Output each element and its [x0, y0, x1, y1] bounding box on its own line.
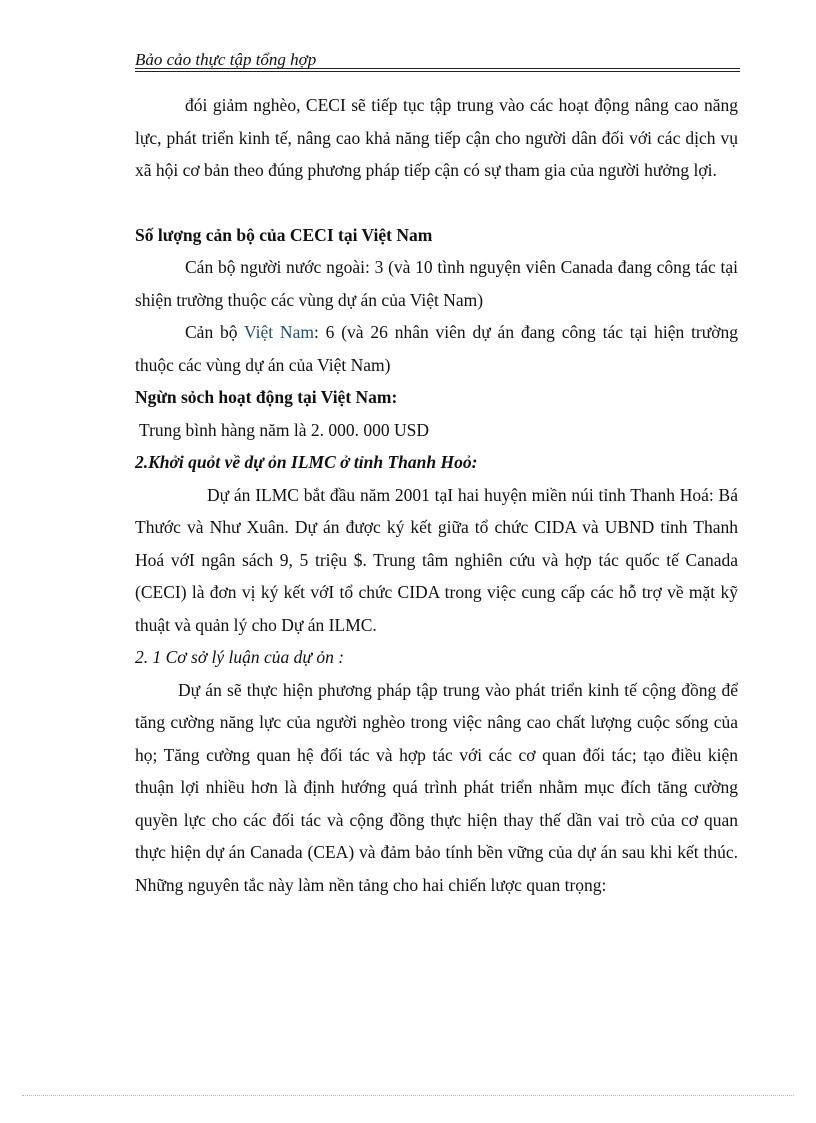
- paragraph-basis: Dự án sẽ thực hiện phương pháp tập trung vào phát triển kinh tế cộng đồng để tăng cường năng lực của người nghèo trong việc nâng cao chất lượng cuộc sống của họ; Tăng cường quan hệ đối tác và hợp tác với các cơ quan đối tác; tạo điều kiện thuận lợi nhiều hơn là định hướng quá trình phát triển nhằm mục đích tăng cường quyền lực cho các đối tác và cộng đồng thực hiện thay thế dần vai trò của cơ quan thực hiện dự án Canada (CEA) và đảm bảo tính bền vững của dự án sau khi kết thúc. Những nguyên tắc này làm nền tảng cho hai chiến lược quan trọng:: [135, 679, 738, 895]
- header-rule-bottom: [135, 71, 740, 72]
- heading-section-2-1: 2. 1 Cơ sở lý luận của dự ỏn :: [135, 647, 345, 667]
- paragraph-ilmc: Dự án ILMC bắt đầu năm 2001 tạI hai huyện miền núi tỉnh Thanh Hoá: Bá Thước và Như Xuân. Dự án được ký kết giữa tổ chức CIDA và UBND tỉnh Thanh Hoá vớI ngân sách 9, 5 triệu $. Trung tâm nghiên cứu và hợp tác quốc tế Canada (CECI) là đơn vị ký kết vớI tổ chức CIDA trong việc cung cấp các hỗ trợ về mặt kỹ thuật và quản lý cho Dự án ILMC.: [135, 484, 738, 635]
- budget-text: Trung bình hàng năm là 2. 000. 000 USD: [139, 419, 430, 440]
- paragraph-vietnam-staff: [135, 316, 738, 381]
- page-header: [135, 50, 740, 70]
- heading-budget: Ngừn sỏch hoạt động tại Việt Nam:: [135, 387, 398, 407]
- vietnam-link[interactable]: Việt Nam: [244, 322, 314, 342]
- spacer: [135, 187, 738, 219]
- heading-staff: Số lượng cản bộ của CECI tại Việt Nam: [135, 224, 433, 245]
- header-rule-top: [135, 68, 740, 69]
- paragraph-poverty: đói giảm nghèo, CECI sẽ tiếp tục tập trung vào các hoạt động nâng cao năng lực, phát triển kinh tế, nâng cao khả năng tiếp cận cho người dân đối với các dịch vụ xã hội cơ bản theo đúng phương pháp tiếp cận có sự tham gia của người hưởng lợi.: [135, 95, 738, 180]
- vietnam-staff-prefix: Cản bộ: [185, 322, 245, 342]
- vietnam-staff-rest: : 6 (và 26 nhân viên dự án đang công tác tại hiện trường thuộc các vùng dự án của Việt Nam): [135, 322, 738, 375]
- paragraph-foreign-staff: Cán bộ người nước ngoài: 3 (và 10 tình nguyện viên Canada đang công tác tại shiện trường thuộc các vùng dự án của Việt Nam): [135, 257, 738, 310]
- heading-section-2: 2.Khởi quỏt về dự ỏn ILMC ở tỉnh Thanh Hoỏ:: [135, 452, 478, 472]
- footer-divider: [22, 1095, 794, 1096]
- header-title: Bảo cảo thực tập tổng hợp: [135, 50, 317, 69]
- document-body: [135, 89, 738, 901]
